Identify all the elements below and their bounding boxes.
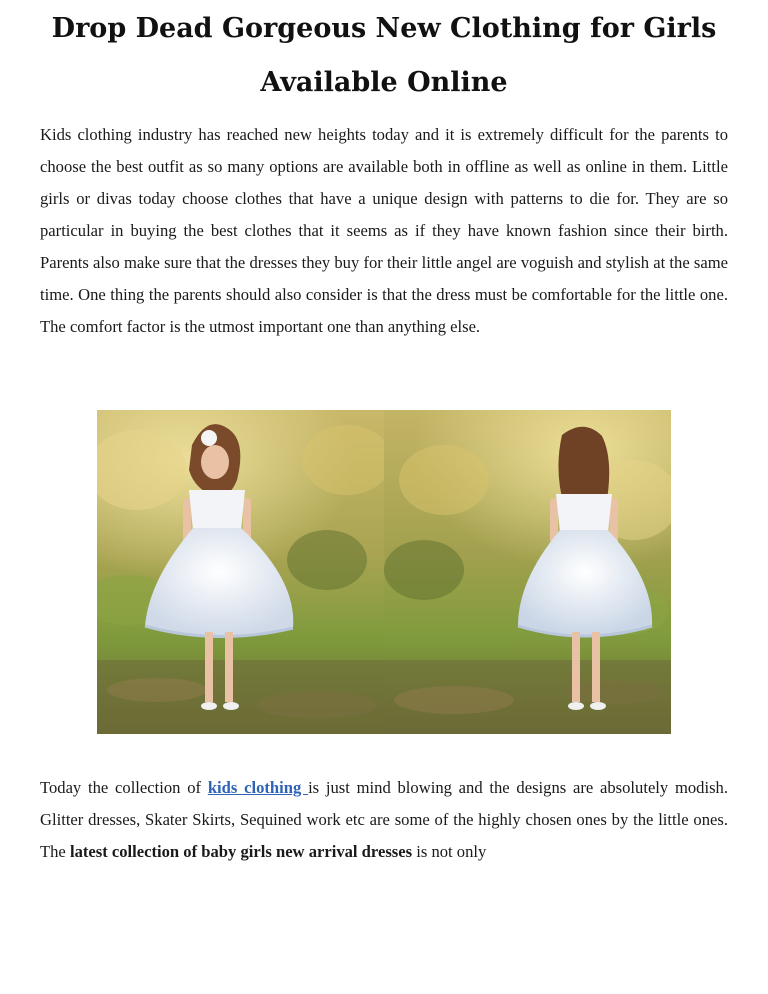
title-line-2: Available Online (260, 67, 508, 98)
bold-latest-collection: latest collection of baby girls new arrival dresses (69, 842, 413, 861)
paragraph-intro: Kids clothing industry has reached new heights today and it is extremely difficult for the parents to choose the best outfit as so many options are available both in offline as well as online in them. Little girls or divas today choose clothes that have a unique design with patterns to die for. They are so particular in buying the best clothes that it seems as if they have known fashion since their birth. Parents also make sure that the dresses they buy for their little angel are voguish and stylish at the same time. One thing the parents should also consider is that the dress must be comfortable for the little one. The comfort factor is the utmost important one than anything else. (40, 125, 728, 336)
paragraph-collection (40, 772, 728, 868)
photo-girl-back (384, 410, 671, 734)
paragraph-text-end: is not only (412, 842, 487, 861)
title-line-1: Drop Dead Gorgeous New Clothing for Girls (51, 13, 717, 44)
document-title (40, 2, 728, 110)
paragraph-text-before-link: Today the collection of (40, 778, 208, 797)
product-photo (97, 410, 671, 734)
photo-girl-front (97, 410, 384, 734)
kids-clothing-link[interactable]: kids clothing (207, 778, 309, 797)
paragraph-text-after-link: is just mind blowing and the designs are absolutely modish. Glitter dresses, Skater Skirts, Sequined work etc are some of the highly chosen ones by the little ones. The (40, 778, 728, 861)
